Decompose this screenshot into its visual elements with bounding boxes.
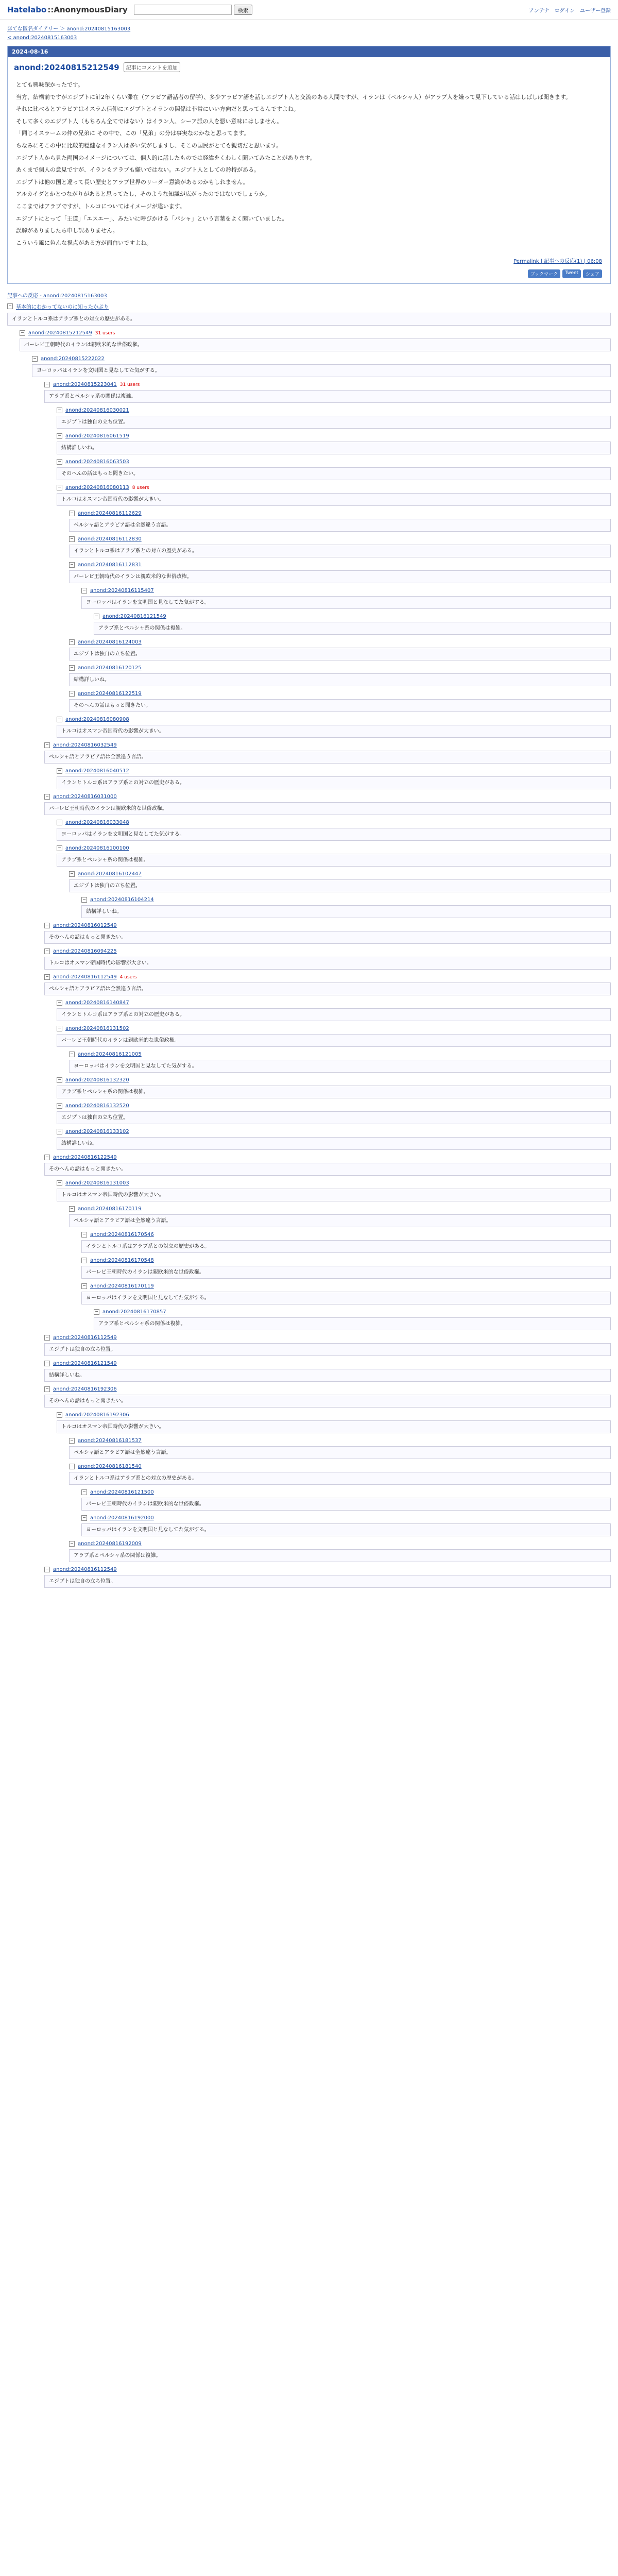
link-antenna[interactable]: アンテナ	[528, 8, 550, 14]
bookmark-count[interactable]: 8 users	[132, 485, 149, 490]
entry-paragraph: 当方、結構前ですがエジプトに計2年くらい滞在（アラビア語話者の留学）、多少アラビア語を話しエジプト人と交流のある人間ですが、イランは（ペルシャ人）がアラブ人を嫌って見下している話はしばしば聞きます。	[16, 93, 572, 100]
tree-node-snippet: ペルシャ語とアラビア語は全然違う言語。	[44, 751, 611, 764]
link-login[interactable]: ログイン	[554, 8, 575, 14]
collapse-icon[interactable]: −	[81, 1283, 87, 1289]
tree-node-link[interactable]: anond:20240816061519	[65, 433, 129, 439]
tree-node-link[interactable]: anond:20240816112549	[53, 1567, 117, 1573]
tree-node-line	[57, 457, 611, 466]
tree-node	[69, 561, 611, 583]
collapse-icon[interactable]: −	[44, 1361, 50, 1366]
top-links	[529, 6, 611, 14]
tree-node-snippet: トルコはオスマン帝国時代の影響が大きい。	[57, 1189, 611, 1201]
search-input[interactable]	[134, 5, 232, 15]
tree-node-line	[44, 1333, 611, 1342]
collapse-icon[interactable]: −	[94, 614, 99, 619]
tree-node-snippet: エジプトは独自の立ち位置。	[44, 1575, 611, 1588]
tree-node-link[interactable]: anond:20240816080113	[65, 485, 129, 491]
tree-node-line	[44, 1565, 611, 1574]
tree-node	[69, 1205, 611, 1227]
tree-node-snippet: パーレビ王朝時代のイランは親欧米的な世俗政権。	[69, 570, 611, 583]
tree-node	[69, 509, 611, 532]
tree-node-link[interactable]: anond:20240816192000	[90, 1515, 154, 1521]
tree-node-snippet: ヨーロッパはイランを文明国と見なしてた気がする。	[69, 1060, 611, 1073]
tree-node-line	[57, 483, 611, 492]
tree-node	[69, 1462, 611, 1485]
bookmark-count[interactable]: 31 users	[95, 330, 115, 336]
tree-node	[7, 301, 611, 326]
tree-node-link[interactable]: anond:20240816170546	[90, 1232, 154, 1238]
tree-node-link[interactable]: anond:20240816100100	[65, 845, 129, 852]
entry-footer	[8, 257, 610, 269]
tree-node-snippet: パーレビ王朝時代のイランは親欧米的な世俗政権。	[44, 802, 611, 815]
tree-node	[81, 1514, 611, 1536]
tree-node-snippet: エジプトは独自の立ち位置。	[69, 648, 611, 660]
share-buttons	[8, 269, 610, 283]
tree-node-snippet: パーレビ王朝時代のイランは親欧米的な世俗政権。	[20, 338, 611, 351]
tree-node	[57, 483, 611, 506]
collapse-icon[interactable]: −	[69, 665, 75, 671]
entry-paragraph: とても興味深かったです。	[16, 81, 84, 88]
entry-paragraph: エジプトは他の国と違って長い歴史とアラブ世界のリーダー意識があるのかもしれません。	[16, 178, 249, 185]
collapse-icon[interactable]: −	[69, 1438, 75, 1444]
tree-node-link[interactable]: anond:20240816120125	[78, 665, 142, 671]
collapse-icon[interactable]: −	[44, 1386, 50, 1392]
tree-node-line	[44, 947, 611, 956]
tree-node-link[interactable]: anond:20240816040512	[65, 768, 129, 774]
tree-node-snippet: アラブ系とペルシャ系の関係は複雑。	[94, 622, 611, 635]
tree-node	[69, 689, 611, 712]
tree-node-line	[69, 664, 611, 672]
tree-node-line	[57, 1101, 611, 1110]
search-area	[134, 5, 252, 15]
tree-node-link[interactable]: anond:20240816170548	[90, 1258, 154, 1264]
collapse-icon[interactable]: −	[57, 1077, 62, 1083]
tree-node-line	[81, 1282, 611, 1291]
tree-node-snippet: そのへんの話はもっと聞きたい。	[44, 1163, 611, 1176]
collapse-icon[interactable]: −	[44, 742, 50, 748]
tree-node-line	[57, 998, 611, 1007]
tweet-button[interactable]: Tweet	[562, 269, 581, 278]
tree-node-snippet: ヨーロッパはイランを文明国と見なしてた気がする。	[81, 1292, 611, 1304]
entry-title[interactable]: anond:20240815212549	[14, 62, 119, 72]
tree-node-line	[69, 535, 611, 544]
tree-node-link[interactable]: anond:20240816131003	[65, 1180, 129, 1187]
add-comment-button[interactable]: 記事にコメントを追加	[124, 62, 180, 72]
tree-node-line	[44, 973, 611, 981]
tree-node-line	[44, 921, 611, 930]
tree-node	[57, 844, 611, 867]
tree-node-link[interactable]: 基本的にわかってないのに知ったかぶり	[16, 304, 109, 311]
tree-node-link[interactable]: anond:20240816121549	[53, 1361, 117, 1367]
tree-node-link[interactable]: anond:20240816112830	[78, 536, 142, 543]
tree-node-snippet: イランとトルコ系はアラブ系との対立の歴史がある。	[57, 1008, 611, 1021]
tree-node	[32, 354, 611, 377]
tree-node	[44, 792, 611, 815]
tree-node	[57, 998, 611, 1021]
tree-node-snippet: パーレビ王朝時代のイランは親欧米的な世俗政権。	[81, 1266, 611, 1279]
tree-node-snippet: パーレビ王朝時代のイランは親欧米的な世俗政権。	[57, 1034, 611, 1047]
collapse-icon[interactable]: −	[81, 1515, 87, 1521]
tree-node-snippet: ヨーロッパはイランを文明国と見なしてた気がする。	[81, 596, 611, 609]
tree-node-snippet: ヨーロッパはイランを文明国と見なしてた気がする。	[57, 828, 611, 841]
tree-node	[44, 1385, 611, 1408]
share-button[interactable]: シェア	[583, 269, 602, 278]
tree-node	[69, 1050, 611, 1073]
collapse-icon[interactable]: −	[44, 794, 50, 800]
tree-node	[69, 535, 611, 557]
tree-node-line	[69, 1539, 611, 1548]
tree-node	[81, 1488, 611, 1511]
tree-node	[57, 1076, 611, 1098]
tree-node	[57, 818, 611, 841]
tree-node-line	[57, 432, 611, 440]
tree-node-link[interactable]: anond:20240816121549	[102, 614, 166, 620]
tree-node	[57, 715, 611, 738]
tree-node-link[interactable]: anond:20240816131502	[65, 1026, 129, 1032]
tree-node	[44, 947, 611, 970]
tree-node-link[interactable]: anond:20240816170119	[90, 1283, 154, 1290]
tree-node-line	[69, 689, 611, 698]
collapse-icon[interactable]: −	[44, 974, 50, 980]
tree-node-line	[57, 1179, 611, 1188]
tree-node	[81, 586, 611, 609]
tree-node-line	[57, 1076, 611, 1084]
tree-node	[57, 1024, 611, 1047]
collapse-icon[interactable]: −	[44, 1335, 50, 1341]
tree-node-link[interactable]: anond:20240815223041	[53, 382, 117, 388]
collapse-icon[interactable]: −	[81, 588, 87, 594]
tree-node-snippet: トルコはオスマン帝国時代の影響が大きい。	[57, 725, 611, 738]
tree-node-snippet: トルコはオスマン帝国時代の影響が大きい。	[57, 493, 611, 506]
tree-node-snippet: アラブ系とペルシャ系の関係は複雑。	[44, 390, 611, 403]
collapse-icon[interactable]: −	[69, 536, 75, 542]
collapse-icon[interactable]: −	[69, 1464, 75, 1469]
tree-node-snippet: ヨーロッパはイランを文明国と見なしてた気がする。	[81, 1523, 611, 1536]
tree-node	[69, 638, 611, 660]
tree-node-snippet: パーレビ王朝時代のイランは親欧米的な世俗政権。	[81, 1498, 611, 1511]
entry-paragraph: あくまで個人の意見ですが、イランもアラブも嫌いではない。エジプト人としての矜持がある。	[16, 166, 260, 174]
site-logo[interactable]	[7, 5, 128, 14]
tree-node-snippet: そのへんの話はもっと聞きたい。	[44, 1395, 611, 1408]
tree-node-line	[57, 818, 611, 827]
back-link[interactable]: < anond:20240815163003	[7, 35, 77, 41]
collapse-icon[interactable]: −	[57, 1412, 62, 1418]
tree-node-link[interactable]: anond:20240816012549	[53, 923, 117, 929]
tree-node-link[interactable]: anond:20240816140847	[65, 1000, 129, 1006]
tree-node-line	[69, 638, 611, 647]
collapse-icon[interactable]: −	[69, 691, 75, 697]
tree-node-link[interactable]: anond:20240816112629	[78, 511, 142, 517]
entry-body	[8, 74, 610, 257]
entry-paragraph: 「同じイスラームの仲の兄弟に その中で、この「兄弟」の分は事実なのかなと思ってます。	[16, 130, 250, 137]
tree-node-link[interactable]: anond:20240816102447	[78, 871, 142, 877]
tree-node-snippet: 結構詳しいね。	[44, 1369, 611, 1382]
tree-node-line	[81, 1514, 611, 1522]
tree-node	[44, 921, 611, 944]
tree-node-link[interactable]: anond:20240816030021	[65, 408, 129, 414]
tree-node-link[interactable]: anond:20240816063503	[65, 459, 129, 465]
tree-node-link[interactable]: anond:20240816112549	[53, 1335, 117, 1341]
collapse-icon[interactable]: −	[44, 1567, 50, 1572]
tree-node	[81, 1282, 611, 1304]
tree-node-link[interactable]: anond:20240815212549	[28, 330, 92, 336]
tree-node-snippet: 結構詳しいね。	[57, 1137, 611, 1150]
collapse-icon[interactable]: −	[69, 1541, 75, 1547]
tree-node-snippet: エジプトは独自の立ち位置。	[44, 1343, 611, 1356]
tree-node	[81, 1256, 611, 1279]
tree-node-line	[44, 1359, 611, 1368]
collapse-icon[interactable]: −	[44, 1155, 50, 1160]
tree-node-link[interactable]: anond:20240816122549	[53, 1155, 117, 1161]
tree-node-link[interactable]: anond:20240816192306	[53, 1386, 117, 1393]
tree-node-line	[57, 844, 611, 853]
tree-node	[57, 1127, 611, 1150]
tree-node-line	[69, 1436, 611, 1445]
tree-node	[44, 1565, 611, 1588]
back-link-row	[0, 33, 618, 46]
collapse-icon[interactable]: −	[57, 433, 62, 439]
top-bar	[0, 0, 618, 20]
tree-node	[57, 1101, 611, 1124]
collapse-icon[interactable]: −	[81, 1232, 87, 1238]
collapse-icon[interactable]: −	[57, 845, 62, 851]
tree-node-link[interactable]: anond:20240816170857	[102, 1309, 166, 1315]
tree-node-snippet: アラブ系とペルシャ系の関係は複雑。	[94, 1317, 611, 1330]
collapse-icon[interactable]: −	[69, 1206, 75, 1212]
tree-node-snippet: イランとトルコ系はアラブ系との対立の歴史がある。	[81, 1240, 611, 1253]
entry-paragraph: エジプトにとって「王道」「エスエー」、みたいに呼びかける「パシャ」という言葉をよく聞いていました。	[16, 215, 288, 222]
tree-node-line	[81, 1256, 611, 1265]
tree-node-line	[57, 715, 611, 724]
tree-node-link[interactable]: anond:20240816132320	[65, 1077, 129, 1083]
tree-node	[44, 1153, 611, 1176]
tree-node-line	[44, 1153, 611, 1162]
permalink[interactable]: Permalink | 記事への反応(1) | 06:08	[513, 259, 602, 265]
tree-node-snippet: トルコはオスマン帝国時代の影響が大きい。	[57, 1420, 611, 1433]
tree-node-line	[81, 895, 611, 904]
tree-node	[69, 1539, 611, 1562]
entry-date: 2024-08-16	[8, 46, 610, 57]
tree-node-snippet: アラブ系とペルシャ系の関係は複雑。	[57, 854, 611, 867]
tree-node	[94, 1308, 611, 1330]
collapse-icon[interactable]: −	[44, 923, 50, 928]
tree-node-snippet: エジプトは独自の立ち位置。	[69, 879, 611, 892]
tree-node-snippet: 結構詳しいね。	[69, 673, 611, 686]
tree-node-line	[69, 509, 611, 518]
tree-node-snippet: アラブ系とペルシャ系の関係は複雑。	[57, 1086, 611, 1098]
tree-node-snippet: ペルシャ語とアラビア語は全然違う言語。	[69, 1446, 611, 1459]
collapse-icon[interactable]: −	[57, 408, 62, 413]
link-register[interactable]: ユーザー登録	[580, 8, 611, 14]
tree-node	[81, 1230, 611, 1253]
logo-main: Hatelabo	[7, 5, 47, 14]
tree-node-snippet: エジプトは独自の立ち位置。	[57, 416, 611, 429]
bookmark-count[interactable]: 31 users	[119, 382, 140, 387]
tree-node	[57, 1411, 611, 1433]
tree-node	[44, 1359, 611, 1382]
tree-node-line	[57, 1411, 611, 1419]
tree-node-line	[94, 1308, 611, 1316]
collapse-icon[interactable]: −	[57, 1000, 62, 1006]
tree-node-link[interactable]: anond:20240816133102	[65, 1129, 129, 1135]
bookmark-button[interactable]: ブックマーク	[528, 269, 560, 278]
tree-node-line	[57, 1127, 611, 1136]
entry-paragraph: そして多くのエジプト人（もちろん全てではない）はイラン人、シーア派の人を悪い意味にはしません。	[16, 117, 283, 125]
collapse-icon[interactable]: −	[57, 820, 62, 825]
tree-node-link[interactable]: anond:20240816104214	[90, 897, 154, 903]
tree-node-line	[44, 792, 611, 801]
tree-node	[69, 664, 611, 686]
collapse-icon[interactable]: −	[69, 562, 75, 568]
tree-node-snippet: イランとトルコ系はアラブ系との対立の歴史がある。	[69, 1472, 611, 1485]
tree-node-snippet: エジプトは独自の立ち位置。	[57, 1111, 611, 1124]
tree-node-link[interactable]: anond:20240816170119	[78, 1206, 142, 1212]
tree-node-snippet: そのへんの話はもっと聞きたい。	[44, 931, 611, 944]
collapse-icon[interactable]: −	[81, 1489, 87, 1495]
collapse-icon[interactable]: −	[69, 1052, 75, 1057]
tree-node-link[interactable]: anond:20240816115407	[90, 588, 154, 594]
tree-node-snippet: ペルシャ語とアラビア語は全然違う言語。	[69, 1214, 611, 1227]
breadcrumb	[0, 20, 618, 33]
tree-node-snippet: ペルシャ語とアラビア語は全然違う言語。	[69, 519, 611, 532]
search-button[interactable]: 検索	[234, 5, 252, 15]
tree-header	[0, 284, 618, 301]
tree-node-snippet: 結構詳しいね。	[81, 905, 611, 918]
tree-node	[44, 380, 611, 403]
collapse-icon[interactable]: −	[57, 1026, 62, 1031]
collapse-icon[interactable]: −	[69, 639, 75, 645]
tree-node-line	[57, 1024, 611, 1033]
tree-node-line	[69, 1050, 611, 1059]
tree-node-link[interactable]: anond:20240816032549	[53, 742, 117, 749]
tree-node-line	[69, 561, 611, 569]
tree-header-link[interactable]: 記事への反応 - anond:20240815163003	[7, 293, 107, 299]
entry	[7, 46, 611, 284]
tree-node	[57, 1179, 611, 1201]
collapse-icon[interactable]: −	[81, 1258, 87, 1263]
logo-sub: ::AnonymousDiary	[47, 5, 128, 14]
collapse-icon[interactable]: −	[57, 717, 62, 722]
breadcrumb-link[interactable]: ほてな匿名ダイアリー ＞ anond:20240815163003	[7, 26, 131, 32]
tree-node	[94, 612, 611, 635]
collapse-icon[interactable]: −	[57, 768, 62, 774]
collapse-icon[interactable]: −	[57, 1180, 62, 1186]
tree-node	[69, 1436, 611, 1459]
tree-node-link[interactable]: anond:20240816121500	[90, 1489, 154, 1496]
tree-node	[57, 457, 611, 480]
entry-paragraph: ちなみにそこの中に比較的穏健なイラン人は多い気がしますし、そこの国民がとても親切だと思います。	[16, 142, 282, 149]
tree-node-snippet: そのへんの話はもっと聞きたい。	[57, 467, 611, 480]
tree-node	[57, 432, 611, 454]
tree-node-link[interactable]: anond:20240816112549	[53, 974, 117, 980]
tree-node-link[interactable]: anond:20240815222022	[41, 356, 105, 362]
response-tree	[0, 301, 618, 1588]
tree-node-line	[44, 1385, 611, 1394]
collapse-icon[interactable]: −	[7, 303, 13, 309]
collapse-icon[interactable]: −	[57, 1103, 62, 1109]
tree-node-link[interactable]: anond:20240816124003	[78, 639, 142, 646]
collapse-icon[interactable]: −	[57, 459, 62, 465]
tree-node	[44, 973, 611, 995]
tree-node-link[interactable]: anond:20240816121005	[78, 1052, 142, 1058]
tree-node	[44, 1333, 611, 1356]
entry-paragraph: 誤解がありましたら申し訳ありません。	[16, 227, 118, 234]
tree-node-line	[44, 741, 611, 750]
tree-node	[57, 767, 611, 789]
collapse-icon[interactable]: −	[81, 897, 87, 903]
tree-node-link[interactable]: anond:20240816080908	[65, 717, 129, 723]
tree-node-link[interactable]: anond:20240816094225	[53, 948, 117, 955]
collapse-icon[interactable]: −	[32, 356, 38, 362]
collapse-icon[interactable]: −	[69, 511, 75, 516]
tree-node-snippet: そのへんの話はもっと聞きたい。	[69, 699, 611, 712]
tree-node-line	[44, 380, 611, 389]
tree-node-link[interactable]: anond:20240816132520	[65, 1103, 129, 1109]
tree-node-link[interactable]: anond:20240816192009	[78, 1541, 142, 1547]
tree-node-line	[69, 1205, 611, 1213]
collapse-icon[interactable]: −	[69, 871, 75, 877]
entry-header	[8, 57, 610, 74]
tree-node-line	[81, 586, 611, 595]
entry-paragraph: アルカイダとかとつながりがあると思ってたし、そのような知識が広がったのではないでしょうか。	[16, 191, 271, 198]
tree-node-line	[69, 1462, 611, 1471]
tree-node	[44, 741, 611, 764]
tree-node-link[interactable]: anond:20240816033048	[65, 820, 129, 826]
tree-node-snippet: アラブ系とペルシャ系の関係は複雑。	[69, 1549, 611, 1562]
tree-node-link[interactable]: anond:20240816122519	[78, 691, 142, 697]
tree-node-link[interactable]: anond:20240816112831	[78, 562, 142, 568]
tree-node-line	[20, 329, 611, 337]
tree-node-link[interactable]: anond:20240816192306	[65, 1412, 129, 1418]
collapse-icon[interactable]: −	[57, 1129, 62, 1134]
tree-node	[81, 895, 611, 918]
tree-node-line	[57, 406, 611, 415]
tree-node-snippet: イランとトルコ系はアラブ系との対立の歴史がある。	[7, 313, 611, 326]
tree-node	[57, 406, 611, 429]
tree-node-snippet: ヨーロッパはイランを文明国と見なしてた気がする。	[32, 364, 611, 377]
entry-paragraph: こういう風に色んな視点がある方が面白いですよね。	[16, 239, 152, 246]
tree-node-snippet: イランとトルコ系はアラブ系との対立の歴史がある。	[57, 776, 611, 789]
tree-node-line	[57, 767, 611, 775]
tree-node	[69, 870, 611, 892]
tree-node-link[interactable]: anond:20240816031000	[53, 794, 117, 800]
collapse-icon[interactable]: −	[44, 382, 50, 387]
tree-node-line	[94, 612, 611, 621]
collapse-icon[interactable]: −	[94, 1309, 99, 1315]
tree-node-snippet: トルコはオスマン帝国時代の影響が大きい。	[44, 957, 611, 970]
collapse-icon[interactable]: −	[44, 948, 50, 954]
tree-node-snippet: 結構詳しいね。	[57, 442, 611, 454]
tree-node-link[interactable]: anond:20240816181540	[78, 1464, 142, 1470]
tree-node-line	[81, 1488, 611, 1497]
tree-node-line	[7, 301, 611, 312]
tree-node	[20, 329, 611, 351]
tree-node-snippet: ペルシャ語とアラビア語は全然違う言語。	[44, 982, 611, 995]
tree-node-line	[81, 1230, 611, 1239]
collapse-icon[interactable]: −	[57, 485, 62, 490]
tree-node-line	[32, 354, 611, 363]
tree-node-snippet: イランとトルコ系はアラブ系との対立の歴史がある。	[69, 545, 611, 557]
collapse-icon[interactable]: −	[20, 330, 25, 336]
entry-paragraph: ここまではアラブですが、トルコについてはイメージが違います。	[16, 202, 185, 210]
tree-node-line	[69, 870, 611, 878]
entry-paragraph: それに比べるとアラビアはイスラム信仰にエジプトとイランの関係は非常にいい方向だと思ってるんですよね。	[16, 106, 299, 113]
entry-paragraph: エジプト人から見た両国のイメージについては、個人的に話したものでは経緯をくわしく聞いてみたことがあります。	[16, 154, 316, 161]
tree-node-link[interactable]: anond:20240816181537	[78, 1438, 142, 1444]
bookmark-count[interactable]: 4 users	[119, 974, 137, 980]
